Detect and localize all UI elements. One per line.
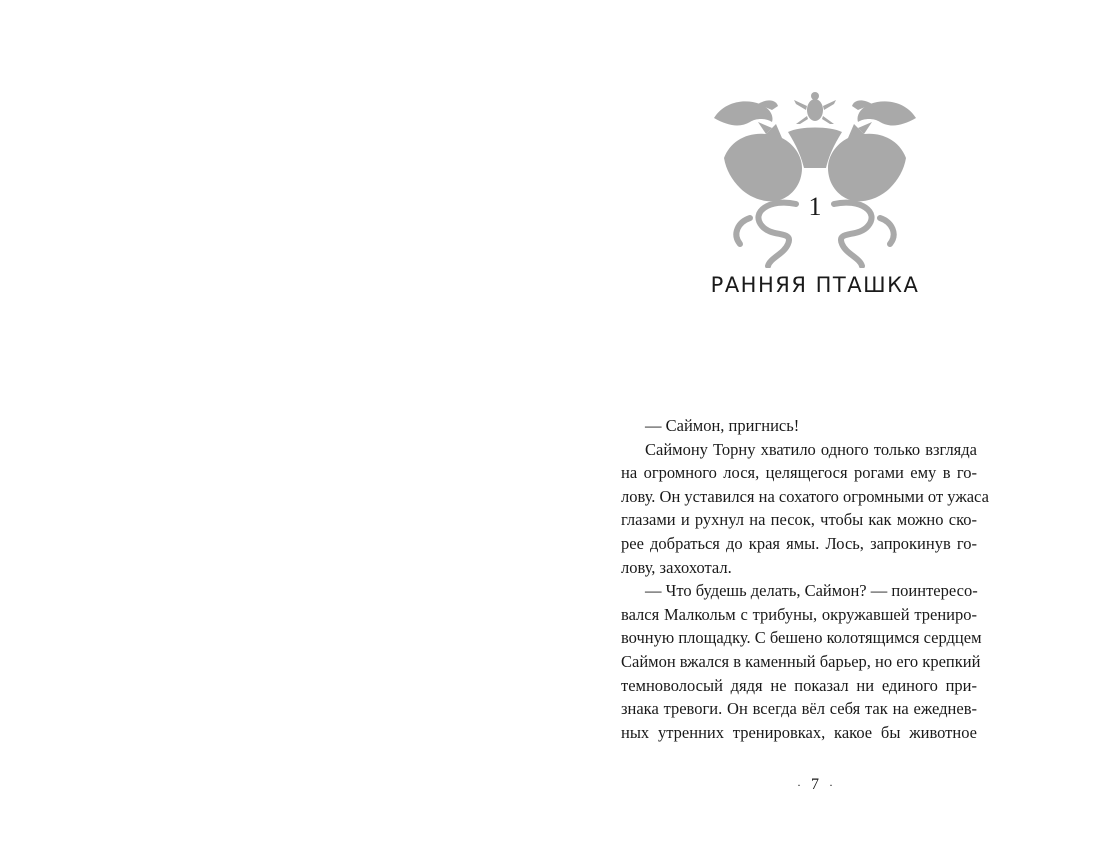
chapter-body-text [621, 414, 989, 744]
folio-ornament-right: · [829, 777, 833, 792]
text-line: лову. Он уставился на сохатого огромными от ужаса [621, 486, 989, 506]
chapter-number: 1 [808, 192, 822, 221]
text-line: лову, захохотал. [621, 557, 732, 577]
text-line: — Что будешь делать, Саймон? — поинтересо- [645, 581, 978, 601]
left-page-blank [0, 0, 555, 863]
text-line: глазами и рухнул на песок, чтобы как можно ско- [621, 510, 977, 530]
text-line: ных утренних тренировках, какое бы животное [621, 722, 977, 742]
text-line: Саймону Торну хватило одного только взгляда [645, 439, 977, 459]
text-line: знака тревоги. Он всегда вёл себя так на ежеднев- [621, 699, 977, 719]
text-line: — Саймон, пригнись! [645, 416, 800, 435]
text-line: вался Малкольм с трибуны, окружавшей трениро- [621, 604, 977, 624]
text-line: вочную площадку. С бешено колотящимся сердцем [621, 628, 982, 648]
right-page [555, 0, 1111, 863]
folio-ornament-left: · [797, 777, 801, 792]
text-line: рее добраться до края ямы. Лось, запрокинув го- [621, 533, 977, 553]
text-line: темноволосый дядя не показал ни единого при- [621, 675, 977, 695]
page-number: 7 [811, 776, 819, 793]
page-folio [770, 776, 860, 794]
text-line: на огромного лося, целящегося рогами ему в го- [621, 463, 977, 483]
chapter-title: РАННЯЯ ПТАШКА [710, 273, 920, 297]
animal-crest-icon [710, 88, 920, 268]
text-line: Саймон вжался в каменный барьер, но его крепкий [621, 651, 981, 671]
